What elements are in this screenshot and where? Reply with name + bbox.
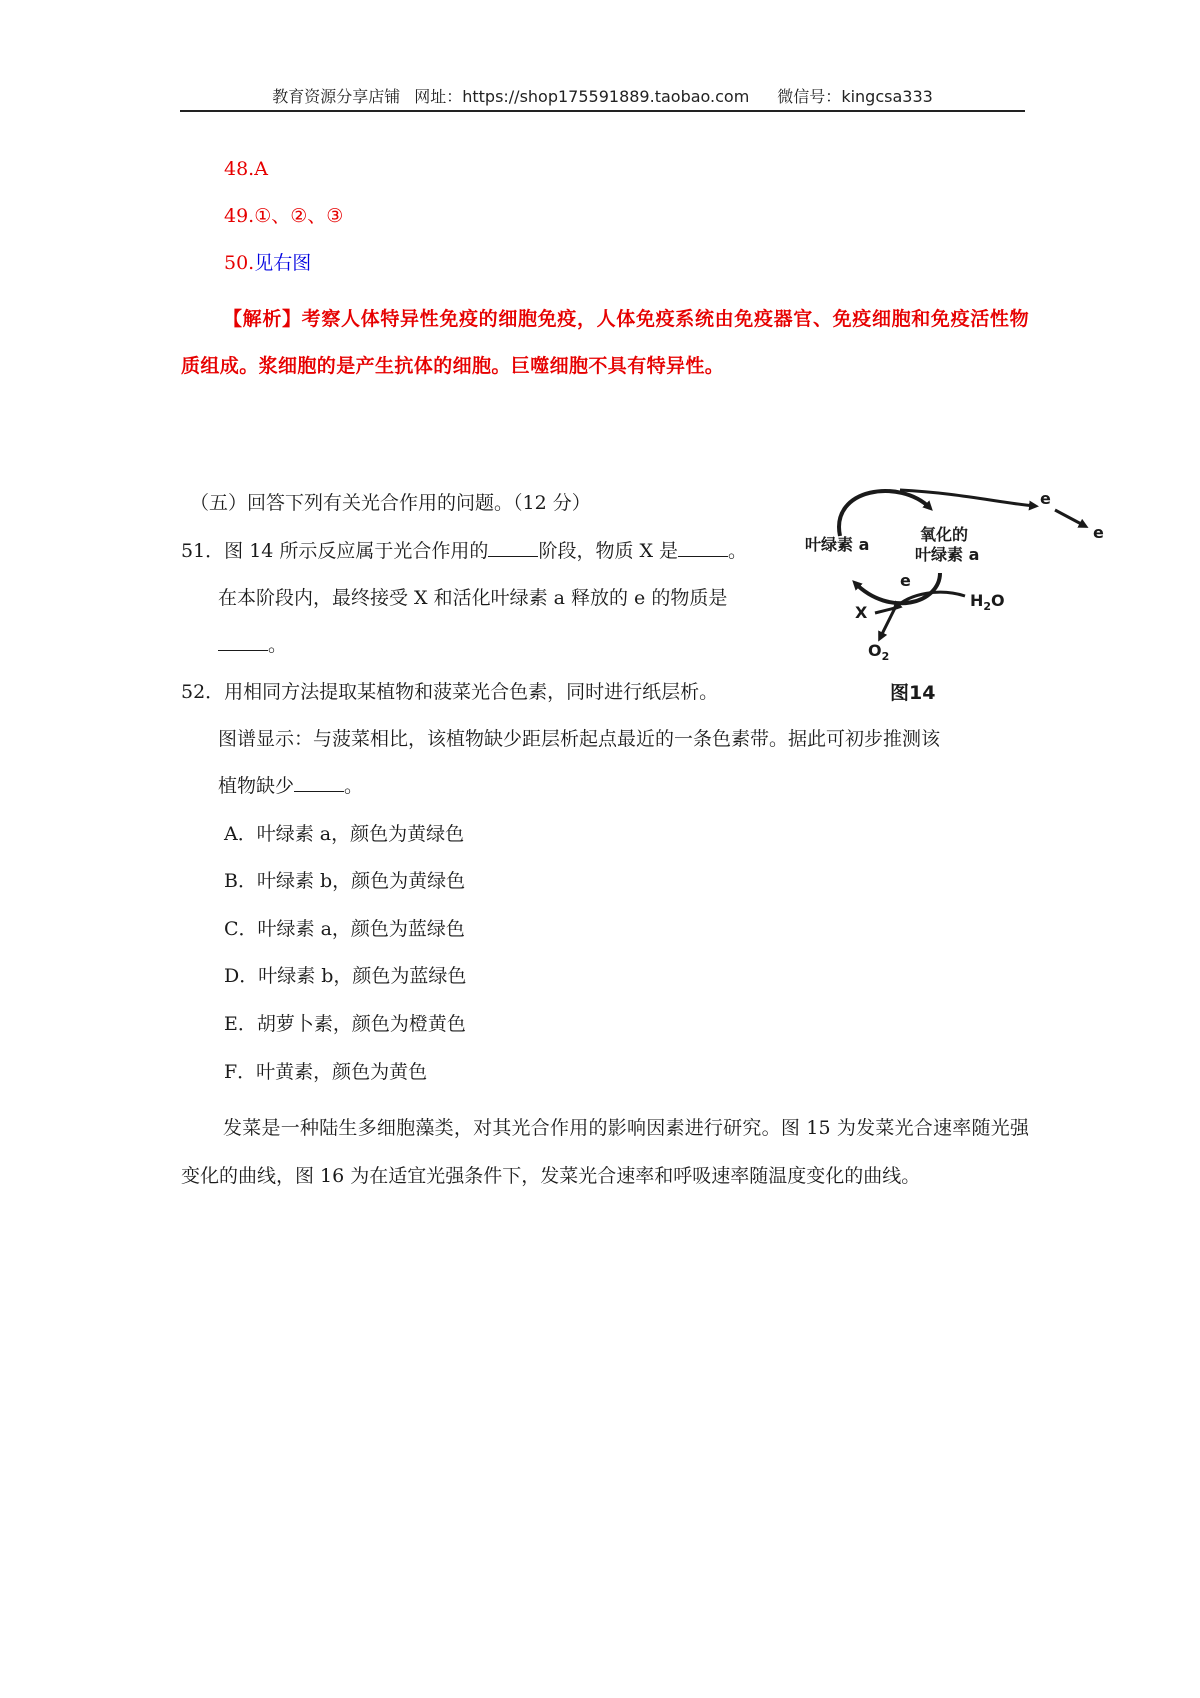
label-oxidized-2: 叶绿素 a <box>915 545 980 564</box>
answer-50-number: 50. <box>224 252 255 274</box>
header-divider <box>180 110 1025 112</box>
q51-blank-3[interactable] <box>218 632 268 651</box>
label-h2o: $H_2O$ <box>970 591 1005 613</box>
q51-line3-end: 。 <box>268 634 288 656</box>
electron-transfer-arrow <box>900 490 1035 506</box>
answer-50 <box>224 249 311 277</box>
page-header <box>180 84 1025 107</box>
analysis-block <box>181 296 1029 390</box>
figure-14-caption: 图14 <box>890 682 936 704</box>
label-oxidized-1: 氧化的 <box>920 525 969 544</box>
option-b: B．叶绿素 b，颜色为黄绿色 <box>224 870 466 892</box>
q52-blank[interactable] <box>294 773 344 792</box>
header-shop: 教育资源分享店铺 <box>272 87 401 106</box>
q51-part-b: 阶段，物质 X 是 <box>538 540 679 562</box>
answer-50-text: 见右图 <box>254 252 312 274</box>
label-e-2: e <box>1093 523 1104 542</box>
option-f: F．叶黄素，颜色为黄色 <box>224 1061 428 1083</box>
question-52-line2: 图谱显示：与菠菜相比，该植物缺少距层析起点最近的一条色素带。据此可初步推测该 <box>218 728 941 750</box>
label-e-3: e <box>900 571 911 590</box>
q52-line3-text: 植物缺少 <box>218 775 295 797</box>
label-chlorophyll-a: 叶绿素 a <box>805 535 870 554</box>
label-o2: $O_2$ <box>868 641 890 663</box>
label-e-1: e <box>1040 489 1051 508</box>
question-52-line1: 52．用相同方法提取某植物和菠菜光合色素，同时进行纸层析。 <box>181 681 719 703</box>
question-52-line3 <box>218 772 363 800</box>
question-51-line3 <box>218 631 287 659</box>
option-c: C．叶绿素 a，颜色为蓝绿色 <box>224 918 465 940</box>
paragraph-fachai: 发菜是一种陆生多细胞藻类，对其光合作用的影响因素进行研究。图 15 为发菜光合速率随光强变化的曲线，图 16 为在适宜光强条件下，发菜光合速率和呼吸速率随温度变化的曲线。 <box>181 1117 1029 1187</box>
q51-part-a: 51．图 14 所示反应属于光合作用的 <box>181 540 489 562</box>
arc-return-arrow <box>855 573 940 603</box>
q51-blank-1[interactable] <box>488 538 538 557</box>
option-d: D．叶绿素 b，颜色为蓝绿色 <box>224 965 467 987</box>
answer-49: 49.①、②、③ <box>224 205 344 227</box>
arc-excitation-arrow <box>839 491 930 536</box>
analysis-tag: 【解析】 <box>223 308 302 330</box>
analysis-text: 考察人体特异性免疫的细胞免疫，人体免疫系统由免疫器官、免疫细胞和免疫活性物质组成。浆细胞的是产生抗体的细胞。巨噬细胞不具有特异性。 <box>181 308 1029 377</box>
label-x: X <box>855 603 868 622</box>
header-wechat-id: kingcsa333 <box>841 87 933 106</box>
answer-48: 48.A <box>224 158 268 180</box>
q51-part-c: 。 <box>728 540 748 562</box>
figure-14-diagram <box>800 478 1120 678</box>
header-site-url[interactable]: https://shop175591889.taobao.com <box>462 87 750 106</box>
q51-blank-2[interactable] <box>678 538 728 557</box>
question-51-line1 <box>181 537 747 565</box>
electron-transfer-arrow-2 <box>1055 510 1085 526</box>
question-51-line2: 在本阶段内，最终接受 X 和活化叶绿素 a 释放的 e 的物质是 <box>218 587 728 609</box>
section-title: （五）回答下列有关光合作用的问题。（12 分） <box>190 492 591 514</box>
header-site-label: 网址： <box>414 87 463 106</box>
option-e: E．胡萝卜素，颜色为橙黄色 <box>224 1013 466 1035</box>
q52-line3-end: 。 <box>344 775 364 797</box>
header-wechat-label: 微信号： <box>777 87 842 106</box>
option-a: A．叶绿素 a，颜色为黄绿色 <box>224 823 465 845</box>
